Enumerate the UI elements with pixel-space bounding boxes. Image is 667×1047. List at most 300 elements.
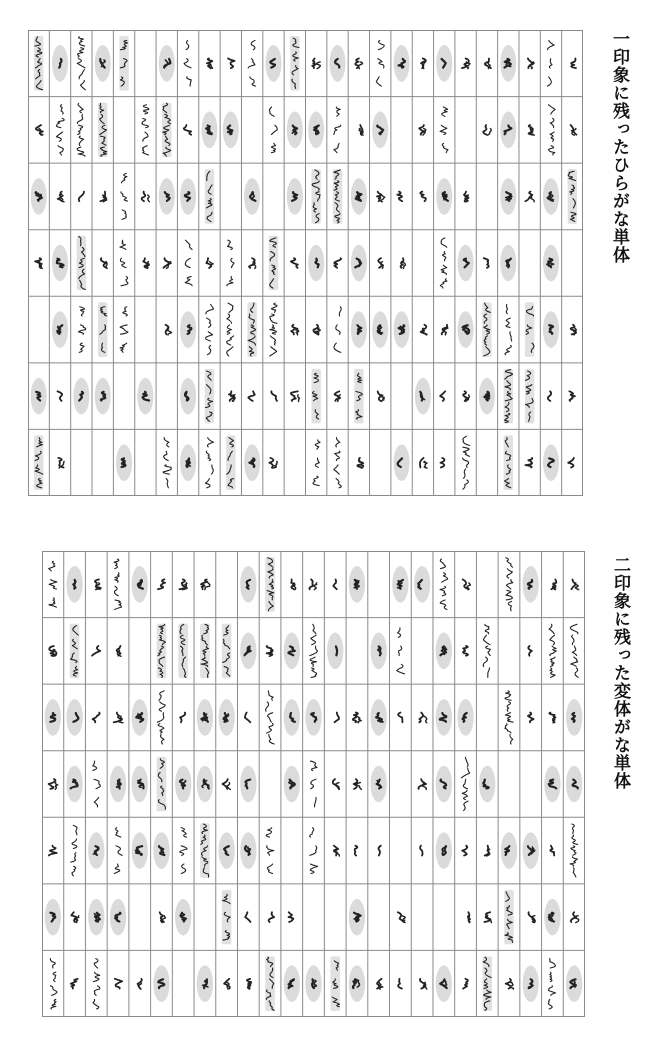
specimen-cell (73, 378, 89, 415)
specimen-cell (311, 169, 320, 224)
specimen-cell (566, 965, 582, 1002)
specimen-cell (351, 178, 367, 215)
specimen-cell (223, 112, 239, 149)
specimen-cell (287, 112, 303, 149)
specimen-cell (49, 846, 57, 856)
specimen-cell (550, 846, 554, 856)
specimen-cell (420, 192, 426, 202)
specimen-cell (505, 304, 512, 354)
specimen-cell (548, 105, 555, 155)
specimen-cell (420, 846, 423, 856)
specimen-cell (164, 258, 171, 268)
specimen-cell (418, 779, 426, 789)
specimen-cell (132, 699, 148, 736)
specimen-cell (200, 624, 210, 679)
specimen-cell (132, 832, 148, 869)
specimen-cell (93, 713, 100, 723)
section-title-hentaigana: 二印象に残った変体がな単体 (610, 556, 630, 790)
specimen-cell (568, 458, 574, 468)
specimen-cell (483, 125, 491, 135)
specimen-cell (240, 832, 256, 869)
specimen-cell (377, 979, 383, 989)
specimen-cell (98, 103, 107, 158)
specimen-cell (180, 828, 188, 874)
specimen-cell (157, 757, 167, 812)
specimen-cell (248, 391, 254, 401)
specimen-cell (571, 125, 577, 135)
specimen-cell (479, 378, 495, 415)
specimen-cell (458, 245, 474, 282)
specimen-cell (114, 713, 123, 723)
specimen-cell (100, 192, 106, 202)
table-hiragana-single (28, 30, 583, 496)
specimen-cell (71, 825, 77, 875)
specimen-cell (265, 45, 281, 82)
specimen-cell (98, 302, 107, 357)
specimen-cell (223, 779, 231, 789)
specimen-cell (153, 965, 169, 1002)
specimen-cell (436, 178, 452, 215)
specimen-cell (353, 713, 361, 723)
specimen-cell (523, 566, 539, 603)
specimen-cell (34, 36, 43, 91)
specimen-cell (244, 178, 260, 215)
specimen-cell (224, 979, 230, 989)
specimen-cell (525, 369, 534, 424)
specimen-cell (420, 979, 427, 989)
specimen-cell (35, 258, 42, 268)
specimen-cell (357, 458, 363, 468)
specimen-cell (77, 103, 85, 156)
specimen-cell (479, 766, 495, 803)
specimen-cell (548, 959, 555, 1009)
specimen-cell (359, 125, 363, 135)
specimen-cell (291, 579, 296, 589)
specimen-cell (121, 174, 128, 220)
specimen-cell (468, 912, 471, 922)
specimen-cell (349, 965, 365, 1002)
specimen-cell (547, 40, 554, 86)
specimen-cell (95, 45, 111, 82)
specimen-cell (549, 624, 556, 677)
specimen-cell (222, 890, 232, 945)
specimen-cell (440, 238, 447, 288)
specimen-cell (45, 899, 61, 936)
specimen-cell (266, 691, 275, 744)
specimen-cell (180, 311, 196, 348)
specimen-cell (313, 440, 320, 486)
specimen-cell (528, 646, 532, 656)
specimen-cell (132, 566, 148, 603)
specimen-cell (440, 391, 445, 401)
specimen-cell (371, 766, 387, 803)
specimen-cell (484, 258, 489, 268)
specimen-cell (52, 311, 68, 348)
specimen-cell (308, 245, 324, 282)
specimen-cell (31, 178, 47, 215)
specimen-cell (197, 965, 213, 1002)
specimen-cell (284, 766, 300, 803)
specimen-cell (334, 846, 340, 856)
specimen-cell (525, 302, 534, 357)
specimen-cell (310, 761, 317, 807)
specimen-cell (58, 458, 64, 468)
specimen-cell (571, 912, 579, 922)
specimen-cell (205, 369, 214, 424)
specimen-cell (570, 624, 578, 677)
specimen-cell (482, 956, 492, 1011)
specimen-cell (566, 699, 582, 736)
specimen-cell (132, 766, 148, 803)
specimen-cell (484, 912, 491, 922)
specimen-cell (247, 979, 251, 989)
specimen-cell (184, 40, 191, 86)
specimen-cell (501, 832, 517, 869)
specimen-cell (551, 579, 556, 589)
specimen-cell (463, 979, 468, 989)
specimen-cell (333, 169, 342, 224)
specimen-cell (289, 912, 294, 922)
specimen-cell (442, 325, 448, 335)
specimen-cell (571, 325, 577, 335)
specimen-cell (52, 245, 68, 282)
specimen-cell (464, 192, 469, 202)
specimen-cell (70, 624, 80, 679)
specimen-cell (114, 559, 121, 609)
specimen-cell (372, 112, 388, 149)
specimen-cell (436, 965, 452, 1002)
specimen-cell (244, 444, 260, 481)
specimen-cell (52, 45, 68, 82)
specimen-cell (543, 311, 559, 348)
specimen-cell (58, 192, 64, 202)
specimen-cell (372, 311, 388, 348)
specimen-cell (205, 169, 214, 224)
specimen-cell (116, 444, 132, 481)
specimen-cell (436, 45, 452, 82)
specimen-cell (543, 245, 559, 282)
specimen-cell (398, 912, 405, 922)
specimen-cell (110, 899, 126, 936)
specimen-cell (269, 458, 277, 468)
specimen-cell (548, 391, 551, 401)
specimen-cell (305, 699, 321, 736)
specimen-cell (71, 979, 78, 989)
specimen-cell (355, 58, 362, 68)
specimen-cell (440, 559, 448, 609)
specimen-cell (142, 105, 149, 155)
specimen-cell (308, 112, 324, 149)
specimen-cell (463, 436, 470, 489)
specimen-cell (157, 691, 165, 744)
specimen-cell (206, 258, 213, 268)
specimen-cell (351, 245, 367, 282)
specimen-cell (163, 438, 171, 488)
specimen-cell (354, 779, 362, 789)
specimen-cell (529, 125, 535, 135)
specimen-cell (421, 325, 427, 335)
specimen-cell (500, 112, 516, 149)
specimen-cell (523, 965, 539, 1002)
specimen-cell (330, 45, 346, 82)
specimen-cell (394, 45, 410, 82)
specimen-cell (45, 699, 61, 736)
specimen-cell (58, 391, 63, 401)
specimen-cell (79, 192, 84, 202)
specimen-cell (31, 378, 47, 415)
specimen-cell (462, 846, 467, 856)
specimen-cell (394, 311, 410, 348)
specimen-cell (265, 557, 275, 612)
specimen-cell (158, 579, 165, 589)
specimen-cell (245, 912, 250, 922)
specimen-cell (376, 40, 384, 86)
calligraphy-grid-1 (28, 30, 583, 496)
specimen-cell (291, 325, 299, 335)
table-hentaigana-single (42, 551, 585, 1017)
specimen-cell (201, 579, 210, 589)
specimen-cell (77, 37, 85, 90)
specimen-cell (269, 912, 275, 922)
specimen-cell (175, 766, 191, 803)
specimen-cell (227, 240, 234, 286)
specimen-cell (159, 178, 175, 215)
specimen-cell (206, 304, 214, 354)
specimen-cell (79, 307, 86, 353)
specimen-cell (197, 766, 213, 803)
specimen-cell (249, 258, 256, 268)
specimen-cell (291, 258, 298, 268)
specimen-cell (377, 192, 385, 202)
specimen-cell (49, 779, 58, 789)
specimen-cell (327, 633, 343, 670)
specimen-cell (138, 979, 142, 989)
specimen-cell (50, 959, 57, 1009)
specimen-cell (528, 58, 534, 68)
specimen-cell (166, 325, 172, 335)
specimen-cell (543, 178, 559, 215)
specimen-cell (504, 435, 513, 490)
grid-rules (28, 30, 583, 496)
specimen-cell (485, 58, 491, 68)
specimen-cell (114, 828, 122, 874)
specimen-cell (333, 779, 340, 789)
specimen-cell (398, 713, 402, 723)
specimen-cell (218, 832, 234, 869)
specimen-cell (566, 766, 582, 803)
specimen-cell (371, 633, 387, 670)
specimen-cell (137, 378, 153, 415)
specimen-cell (482, 302, 491, 357)
specimen-cell (71, 912, 79, 922)
specimen-cell (457, 699, 473, 736)
specimen-cell (570, 824, 578, 877)
specimen-cell (117, 646, 121, 656)
specimen-cell (349, 899, 365, 936)
specimen-cell (334, 307, 341, 353)
specimen-cell (483, 624, 490, 677)
specimen-cell (229, 391, 235, 401)
specimen-cell (270, 107, 278, 153)
specimen-cell (270, 303, 277, 356)
specimen-cell (180, 713, 185, 723)
specimen-cell (240, 566, 256, 603)
specimen-cell (120, 307, 128, 353)
specimen-cell (419, 713, 427, 723)
specimen-cell (93, 959, 100, 1009)
specimen-cell (504, 369, 513, 424)
specimen-cell (544, 899, 560, 936)
specimen-cell (394, 444, 410, 481)
specimen-cell (335, 713, 340, 723)
specimen-cell (463, 391, 469, 401)
specimen-cell (463, 646, 468, 656)
specimen-cell (228, 58, 235, 68)
specimen-cell (175, 899, 191, 936)
specimen-cell (240, 766, 256, 803)
specimen-cell (180, 178, 196, 215)
section-title-hiragana: 一印象に残ったひらがな単体 (609, 30, 629, 264)
specimen-cell (440, 107, 448, 153)
specimen-cell (397, 192, 402, 202)
specimen-cell (401, 258, 406, 268)
specimen-cell (56, 105, 64, 155)
specimen-cell (291, 391, 300, 401)
specimen-cell (110, 766, 126, 803)
specimen-cell (162, 103, 171, 158)
specimen-cell (284, 699, 300, 736)
specimen-cell (335, 391, 341, 401)
specimen-cell (549, 713, 555, 723)
specimen-cell (333, 579, 337, 589)
specimen-cell (240, 633, 256, 670)
specimen-cell (227, 303, 234, 356)
specimen-cell (180, 444, 196, 481)
specimen-cell (436, 633, 452, 670)
specimen-cell (311, 369, 320, 424)
specimen-cell (525, 458, 532, 468)
specimen-cell (310, 828, 318, 874)
specimen-cell (184, 125, 191, 135)
specimen-cell (506, 979, 514, 989)
specimen-cell (119, 36, 128, 91)
specimen-cell (245, 713, 251, 723)
specimen-cell (569, 391, 575, 401)
specimen-cell (247, 302, 256, 357)
specimen-cell (66, 766, 82, 803)
specimen-cell (528, 713, 534, 723)
specimen-cell (101, 258, 107, 268)
specimen-cell (271, 391, 277, 401)
specimen-cell (458, 311, 474, 348)
specimen-cell (354, 369, 363, 424)
specimen-cell (92, 646, 100, 656)
specimen-cell (200, 823, 210, 878)
specimen-cell (305, 965, 321, 1002)
specimen-cell (485, 846, 490, 856)
specimen-cell (441, 458, 445, 468)
specimen-cell (266, 828, 274, 874)
specimen-cell (330, 956, 340, 1011)
specimen-cell (378, 258, 383, 268)
specimen-cell (544, 766, 560, 803)
specimen-cell (420, 458, 427, 468)
specimen-cell (310, 624, 318, 677)
specimen-cell (178, 624, 188, 679)
specimen-cell (66, 699, 82, 736)
calligraphy-grid-2 (42, 551, 585, 1017)
specimen-cell (523, 832, 539, 869)
specimen-cell (248, 40, 255, 86)
specimen-cell (269, 236, 278, 291)
specimen-cell (461, 757, 469, 810)
specimen-cell (528, 912, 535, 922)
specimen-cell (525, 192, 534, 202)
specimen-cell (157, 624, 167, 679)
specimen-cell (218, 699, 234, 736)
specimen-cell (160, 912, 166, 922)
specimen-cell (95, 579, 101, 589)
specimen-cell (419, 125, 426, 135)
specimen-cell (93, 761, 101, 807)
specimen-cell (506, 558, 513, 611)
specimen-cell (265, 956, 275, 1011)
specimen-cell (421, 58, 426, 68)
specimen-cell (143, 258, 149, 268)
specimen-cell (371, 699, 387, 736)
specimen-cell (120, 240, 128, 286)
specimen-cell (309, 579, 316, 589)
specimen-cell (142, 192, 150, 202)
specimen-cell (463, 579, 471, 589)
specimen-cell (334, 258, 341, 268)
specimen-cell (284, 633, 300, 670)
specimen-cell (378, 391, 385, 401)
specimen-cell (351, 311, 367, 348)
specimen-cell (179, 579, 187, 589)
specimen-cell (95, 378, 111, 415)
specimen-cell (571, 58, 576, 68)
specimen-cell (49, 646, 56, 656)
specimen-cell (415, 378, 431, 415)
specimen-cell (334, 107, 341, 153)
specimen-cell (398, 979, 402, 989)
specimen-cell (180, 378, 196, 415)
specimen-cell (88, 899, 104, 936)
specimen-cell (397, 628, 405, 674)
specimen-cell (436, 699, 452, 736)
specimen-cell (436, 766, 452, 803)
specimen-cell (312, 58, 320, 68)
specimen-cell (504, 890, 514, 945)
specimen-cell (222, 624, 232, 679)
specimen-cell (159, 45, 175, 82)
specimen-cell (571, 579, 578, 589)
specimen-cell (436, 832, 452, 869)
specimen-cell (88, 832, 104, 869)
specimen-cell (313, 325, 320, 335)
specimen-cell (197, 699, 213, 736)
specimen-cell (392, 566, 408, 603)
specimen-cell (334, 438, 341, 488)
specimen-cell (500, 245, 516, 282)
specimen-cell (414, 566, 430, 603)
specimen-cell (185, 240, 192, 286)
specimen-cell (153, 832, 169, 869)
specimen-cell (500, 178, 516, 215)
specimen-cell (462, 58, 470, 68)
specimen-cell (284, 965, 300, 1002)
